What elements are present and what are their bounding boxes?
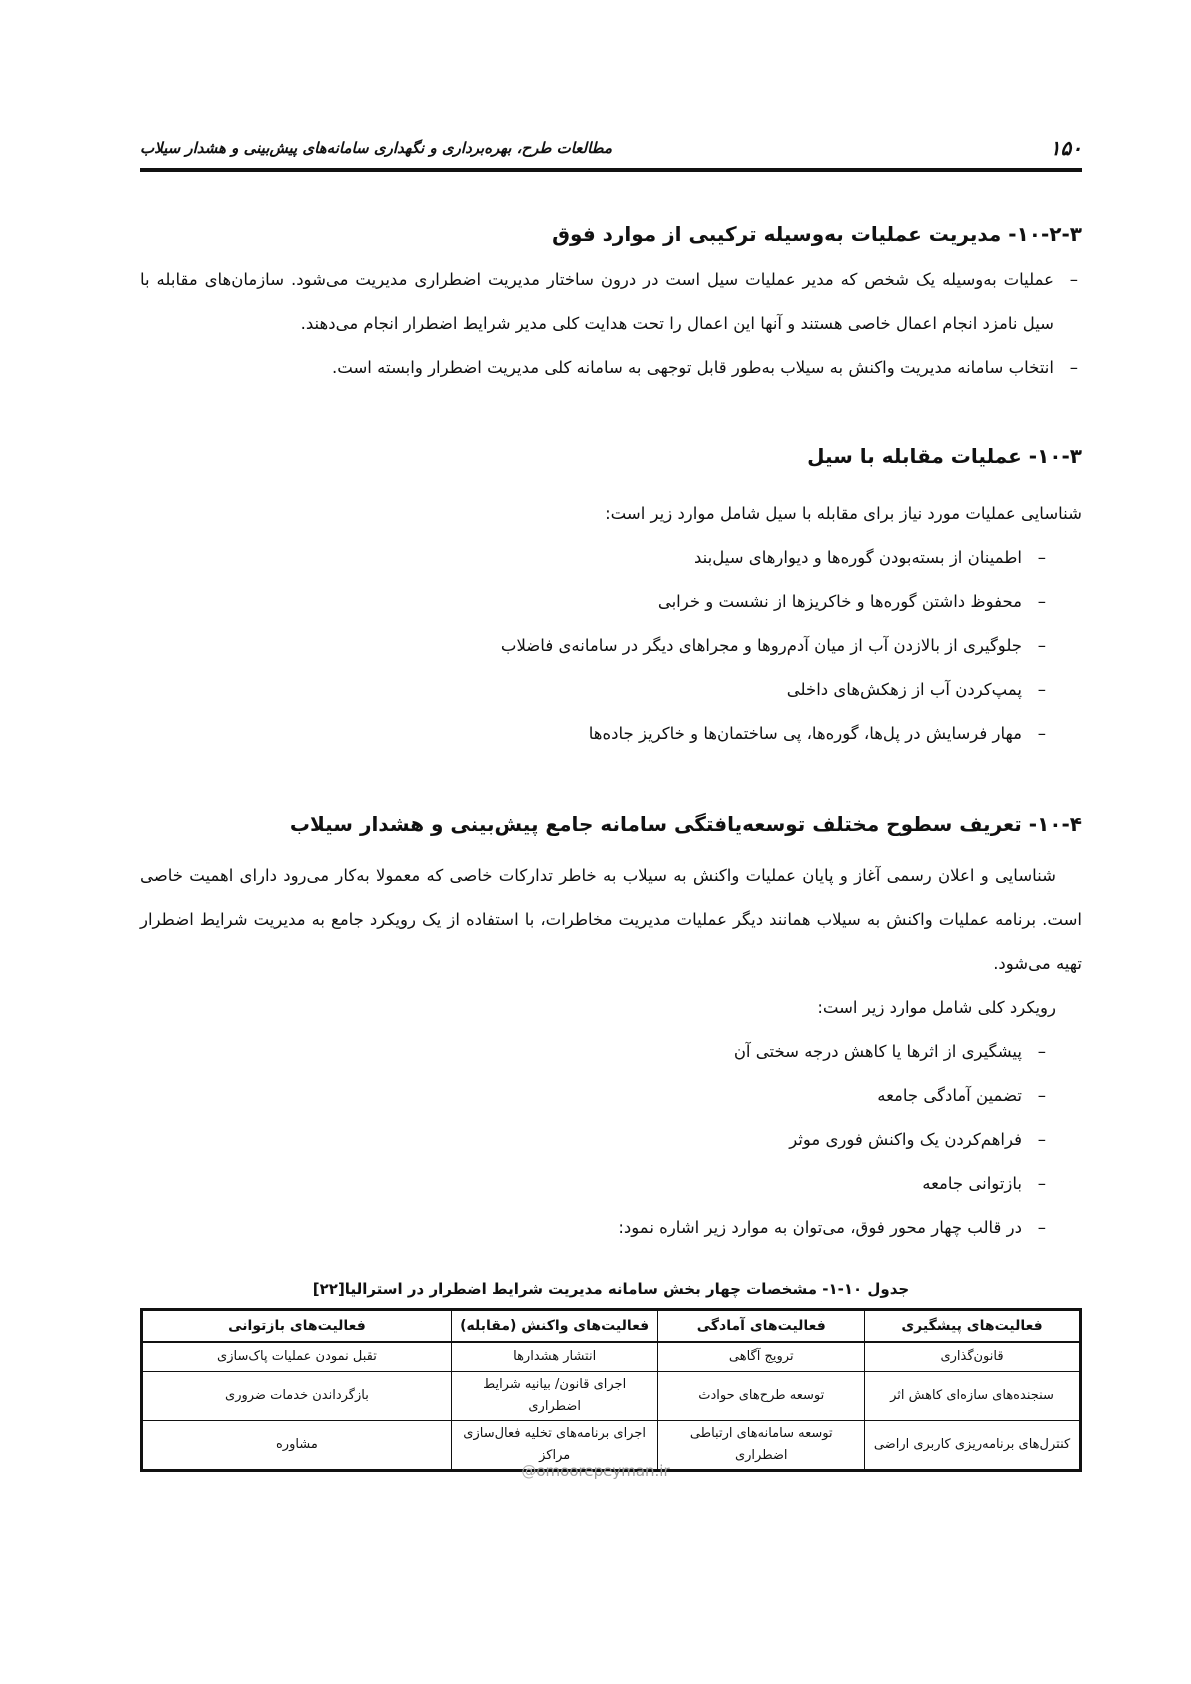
bullet-list — [140, 258, 1082, 390]
list-item: – بازتوانی جامعه — [140, 1162, 1082, 1206]
body-paragraph: شناسایی و اعلان رسمی آغاز و پایان عملیات واکنش به سیلاب به خاطر تدارکات خاصی که معمولا به‌کار می‌رود دارای اهمیت خاصی است. برنامه عملیات واکنش به سیلاب همانند دیگر عملیات مدیریت مخاطرات، با استفاده از یک رویکرد جامع به مدیریت شرایط اضطرار تهیه می‌شود. — [140, 866, 1082, 973]
lead-in-text: رویکرد کلی شامل موارد زیر است: — [817, 998, 1056, 1017]
list-item: – اطمینان از بسته‌بودن گوره‌ها و دیوارهای سیل‌بند — [140, 536, 1082, 580]
table-cell: قانون‌گذاری — [865, 1342, 1081, 1372]
table-row — [142, 1372, 1081, 1421]
table-cell: سنجنده‌های سازه‌ای کاهش اثر — [865, 1372, 1081, 1421]
watermark-text: omoorepeyman.ir — [536, 1462, 670, 1480]
list-item: – پمپ‌کردن آب از زهکش‌های داخلی — [140, 668, 1082, 712]
table-cell: اجرای برنامه‌های تخلیه فعال‌سازی مراکز — [451, 1421, 658, 1471]
section-heading: ۱۰-۴- تعریف سطوح مختلف توسعه‌یافتگی سامانه جامع پیش‌بینی و هشدار سیلاب — [289, 812, 1082, 836]
at-icon: @ — [521, 1462, 537, 1480]
running-header — [140, 128, 1082, 172]
list-item: – پیشگیری از اثرها یا کاهش درجه سختی آن — [140, 1030, 1082, 1074]
table-cell: اجرای قانون/ بیانیه شرایط اضطراری — [451, 1372, 658, 1421]
section-intro: شناسایی عملیات مورد نیاز برای مقابله با سیل شامل موارد زیر است: — [605, 504, 1082, 523]
list-item: – در قالب چهار محور فوق، می‌توان به موارد زیر اشاره نمود: — [140, 1206, 1082, 1250]
table-cell: توسعه سامانه‌های ارتباطی اضطراری — [658, 1421, 865, 1471]
list-item: – فراهم‌کردن یک واکنش فوری موثر — [140, 1118, 1082, 1162]
page-number: ۱۵۰ — [1049, 136, 1082, 160]
table-row — [142, 1342, 1081, 1372]
running-title: مطالعات طرح، بهره‌برداری و نگهداری سامانه‌های پیش‌بینی و هشدار سیلاب — [140, 139, 613, 157]
section-heading: ۱۰-۲-۳- مدیریت عملیات به‌وسیله ترکیبی از موارد فوق — [552, 222, 1082, 246]
table-cell: تقبل نمودن عملیات پاک‌سازی — [142, 1342, 452, 1372]
column-header: فعالیت‌های بازتوانی — [142, 1310, 452, 1343]
table-cell: انتشار هشدارها — [451, 1342, 658, 1372]
list-item: – تضمین آمادگی جامعه — [140, 1074, 1082, 1118]
list-item: – جلوگیری از بالازدن آب از میان آدم‌روها و مجراهای دیگر در سامانه‌ی فاضلاب — [140, 624, 1082, 668]
table-cell: ترویج آگاهی — [658, 1342, 865, 1372]
list-item: – مهار فرسایش در پل‌ها، گوره‌ها، پی ساختمان‌ها و خاکریز جاده‌ها — [140, 712, 1082, 756]
table-cell: مشاوره — [142, 1421, 452, 1471]
table-cell: توسعه طرح‌های حوادث — [658, 1372, 865, 1421]
table-cell: کنترل‌های برنامه‌ریزی کاربری اراضی — [865, 1421, 1081, 1471]
bullet-list — [140, 536, 1082, 756]
list-item: – عملیات به‌وسیله یک شخص که مدیر عملیات سیل است در درون ساختار مدیریت اضطراری مدیریت می‌شود. سازمان‌های مقابله با سیل نامزد انجام اعمال خاصی هستند و آنها این اعمال را تحت هدایت کلی مدیر شرایط اضطرار انجام می‌دهند. — [140, 258, 1082, 346]
list-item: – انتخاب سامانه مدیریت واکنش به سیلاب به‌طور قابل توجهی به سامانه کلی مدیریت اضطرار وابسته است. — [140, 346, 1082, 390]
table-caption: جدول ۱۰-۱- مشخصات چهار بخش سامانه مدیریت شرایط اضطرار در استرالیا[۲۲] — [312, 1280, 910, 1298]
page-content — [140, 210, 1082, 1472]
list-item: – محفوظ داشتن گوره‌ها و خاکریزها از نشست و خرابی — [140, 580, 1082, 624]
column-header: فعالیت‌های واکنش (مقابله) — [451, 1310, 658, 1343]
column-header: فعالیت‌های آمادگی — [658, 1310, 865, 1343]
activities-table — [140, 1308, 1082, 1472]
table-header-row — [142, 1310, 1081, 1343]
footer-watermark — [0, 1462, 1191, 1480]
column-header: فعالیت‌های پیشگیری — [865, 1310, 1081, 1343]
bullet-list — [140, 1030, 1082, 1250]
table-cell: بازگرداندن خدمات ضروری — [142, 1372, 452, 1421]
section-heading: ۱۰-۳- عملیات مقابله با سیل — [807, 444, 1082, 468]
